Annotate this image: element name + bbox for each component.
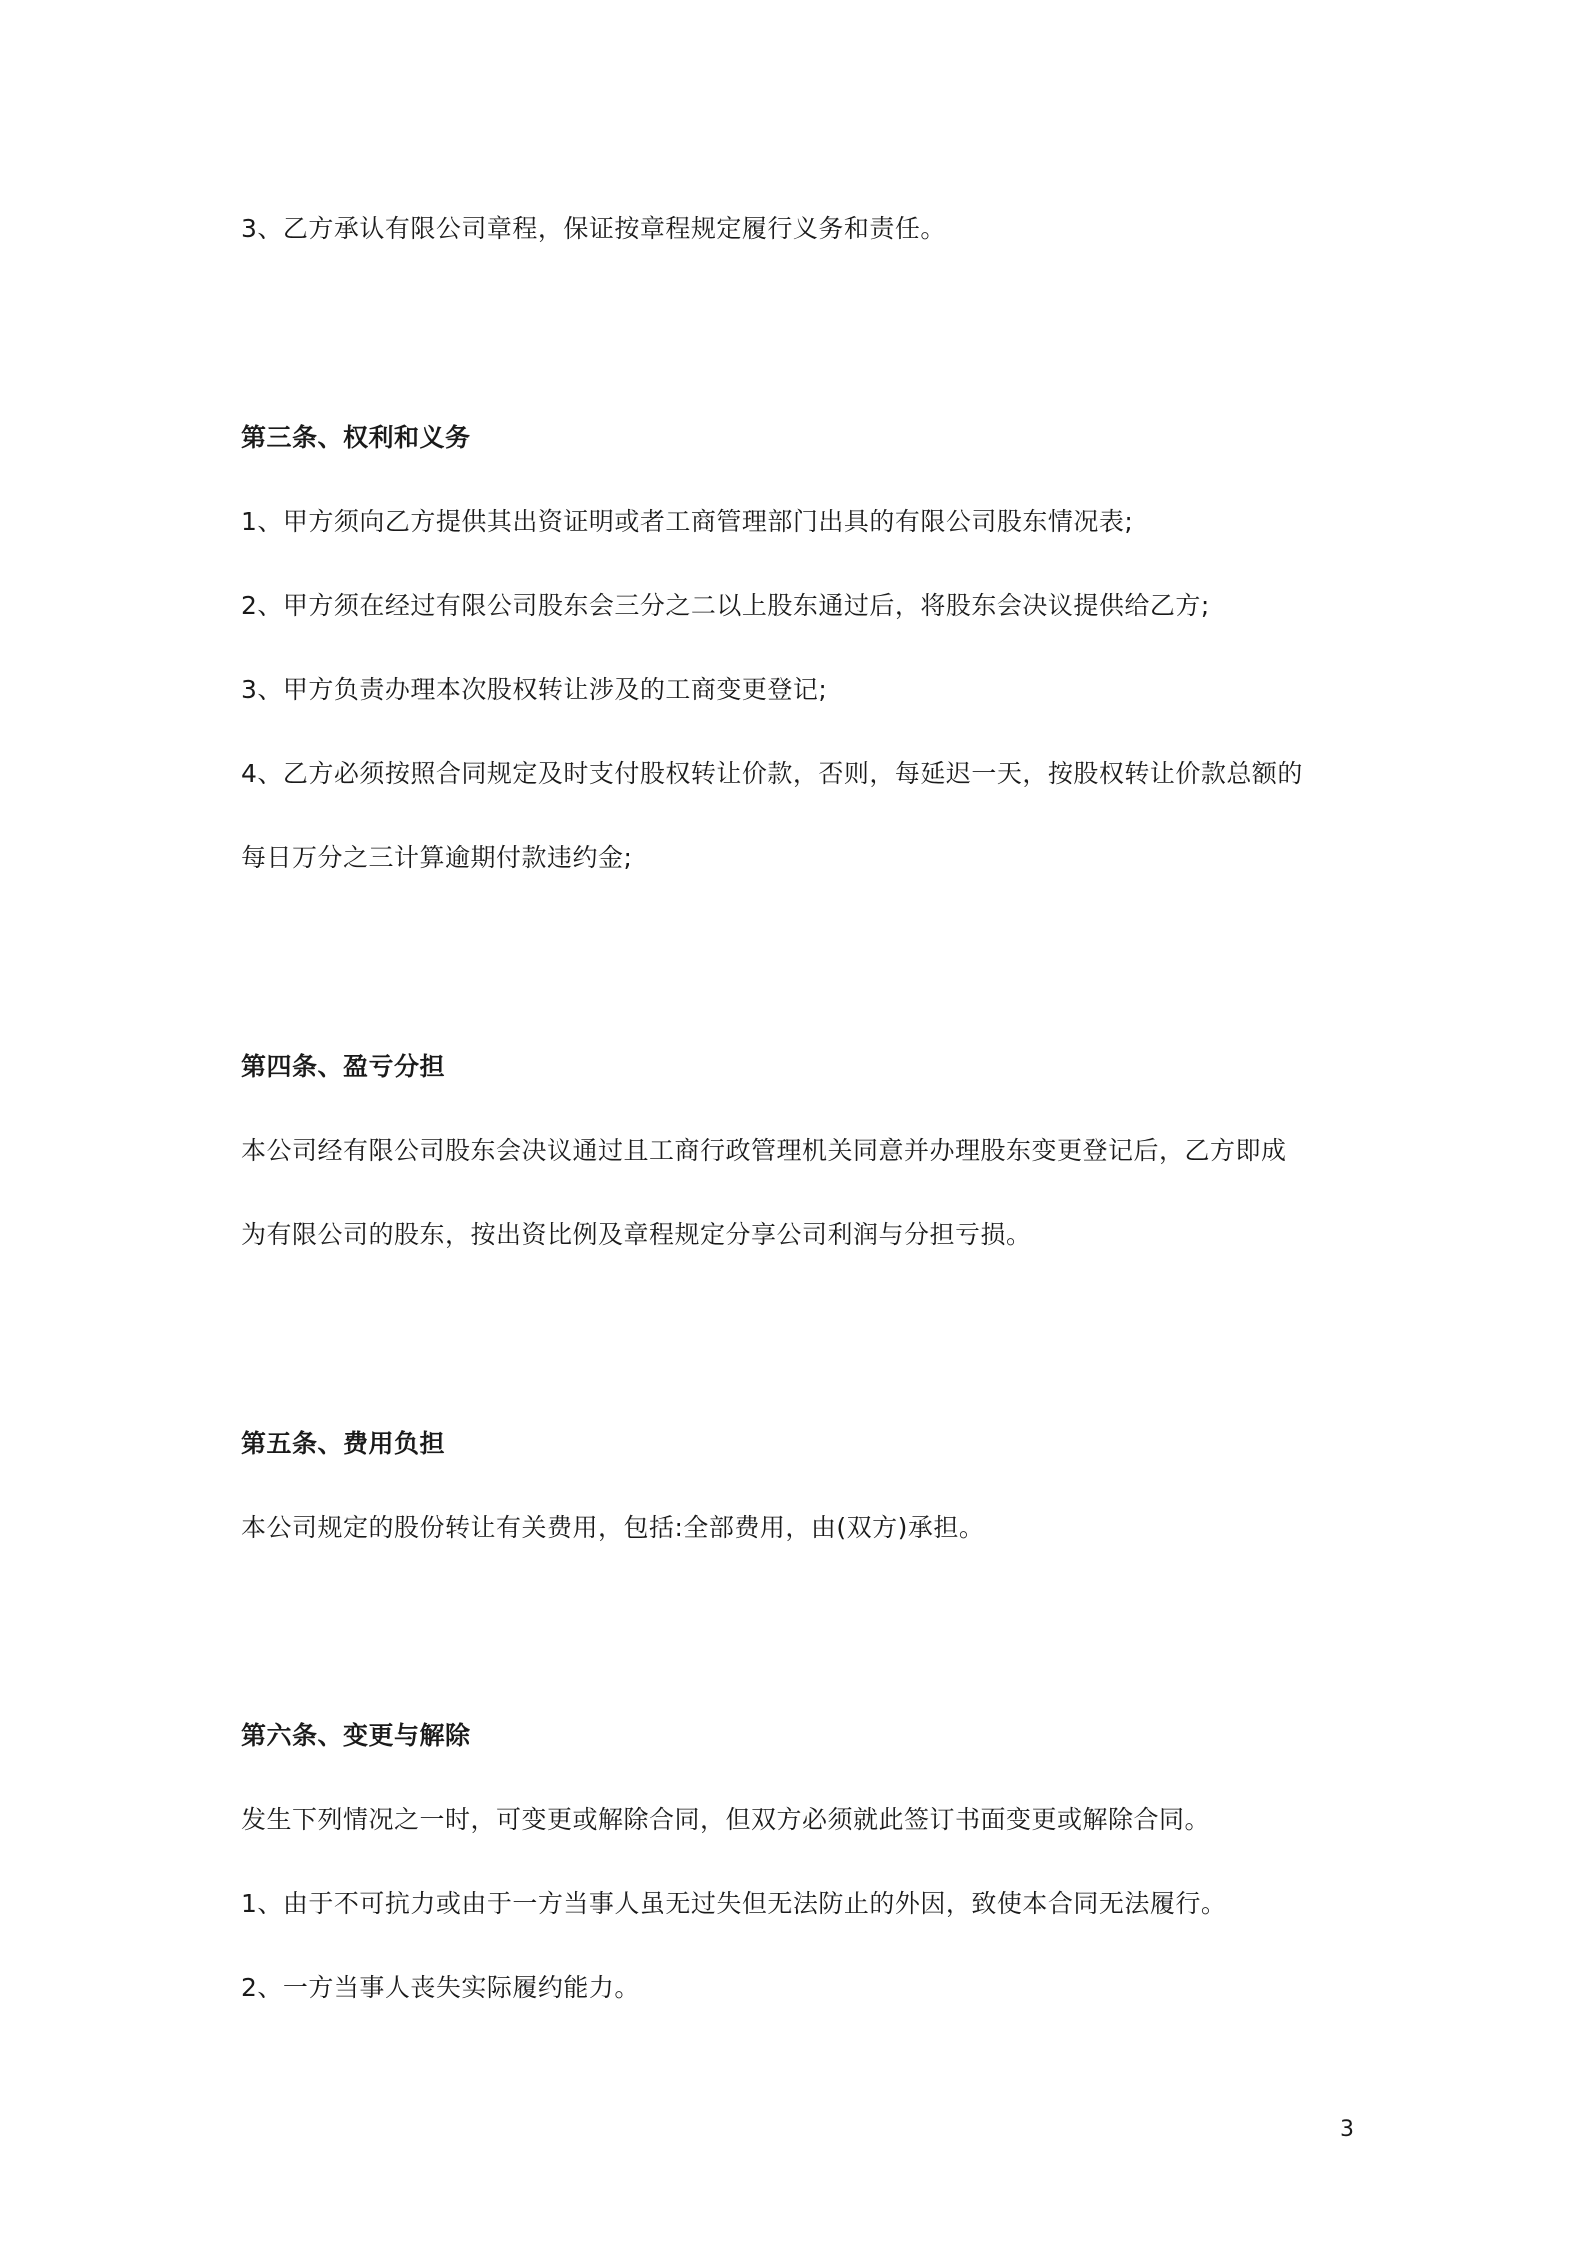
article-6-item-2: 2、一方当事人丧失实际履约能力。 bbox=[241, 1973, 640, 2002]
article-4-heading: 第四条、盈亏分担 bbox=[241, 1052, 446, 1081]
article-6-intro: 发生下列情况之一时，可变更或解除合同，但双方必须就此签订书面变更或解除合同。 bbox=[241, 1805, 1211, 1834]
article-4-paragraph-continued: 为有限公司的股东，按出资比例及章程规定分享公司利润与分担亏损。 bbox=[241, 1220, 1032, 1249]
article-3-item-1: 1、甲方须向乙方提供其出资证明或者工商管理部门出具的有限公司股东情况表; bbox=[241, 507, 1134, 536]
article-5-heading: 第五条、费用负担 bbox=[241, 1429, 446, 1458]
article-3-item-2: 2、甲方须在经过有限公司股东会三分之二以上股东通过后，将股东会决议提供给乙方; bbox=[241, 591, 1210, 620]
article-4-paragraph: 本公司经有限公司股东会决议通过且工商行政管理机关同意并办理股东变更登记后，乙方即成 bbox=[241, 1136, 1287, 1165]
article-3-heading: 第三条、权利和义务 bbox=[241, 423, 471, 452]
article-3-item-3: 3、甲方负责办理本次股权转让涉及的工商变更登记; bbox=[241, 675, 828, 704]
clause-2-item-3: 3、乙方承认有限公司章程，保证按章程规定履行义务和责任。 bbox=[241, 214, 946, 243]
page-number: 3 bbox=[1340, 2117, 1354, 2142]
article-6-item-1: 1、由于不可抗力或由于一方当事人虽无过失但无法防止的外因，致使本合同无法履行。 bbox=[241, 1889, 1227, 1918]
article-6-heading: 第六条、变更与解除 bbox=[241, 1721, 471, 1750]
article-3-item-4: 4、乙方必须按照合同规定及时支付股权转让价款，否则，每延迟一天，按股权转让价款总额的 bbox=[241, 759, 1303, 788]
article-3-item-4-continued: 每日万分之三计算逾期付款违约金; bbox=[241, 843, 633, 872]
article-5-paragraph: 本公司规定的股份转让有关费用，包括:全部费用，由(双方)承担。 bbox=[241, 1513, 985, 1542]
